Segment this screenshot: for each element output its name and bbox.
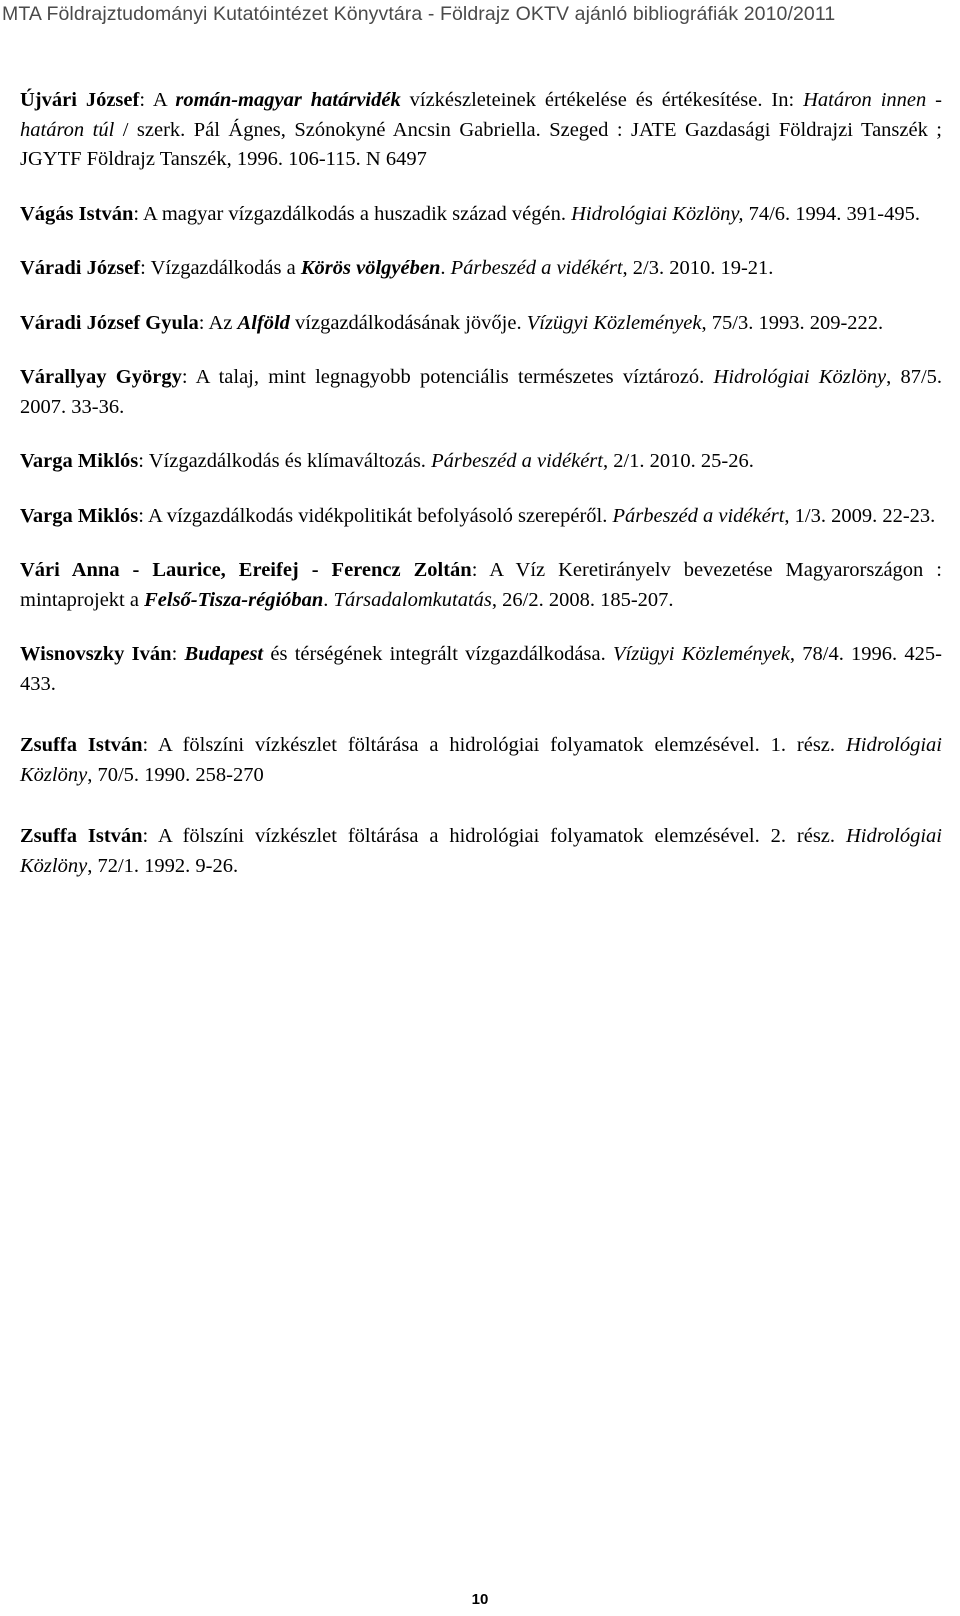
entry-source: Párbeszéd a vidékért (431, 450, 603, 472)
entry-author: Vágás István (20, 202, 134, 225)
entry-subject: Körös völgyében (300, 257, 441, 279)
entry-source: Hidrológiai Közlöny (713, 366, 887, 388)
entry-subject: Budapest (184, 643, 264, 665)
entry-source: Párbeszéd a vidékért (612, 504, 785, 527)
entry-author: Váradi József (20, 257, 141, 279)
entry-subject: Alföld (237, 311, 290, 334)
bibliography-entry (20, 640, 942, 699)
entry-text: vízkészleteinek értékelése és értékesítése. In: (400, 89, 804, 111)
entry-text: : A talaj, mint legnagyobb potenciális természetes víztározó. (181, 366, 714, 388)
entry-source: Vízügyi Közlemények (612, 643, 790, 665)
page-number: 10 (471, 1591, 489, 1608)
entry-source: Határon innen - határon túl (20, 89, 942, 141)
entry-author: Újvári József (20, 89, 140, 111)
entry-source: Párbeszéd a vidékért (450, 257, 623, 279)
bibliography-entry (20, 731, 942, 790)
bibliography-entry (20, 309, 942, 339)
entry-subject: román-magyar határvidék (175, 89, 401, 111)
bibliography-entry (20, 556, 942, 615)
entry-text: , 75/3. 1993. 209-222. (701, 311, 884, 334)
entry-text: , 87/5. 2007. 33-36. (20, 366, 943, 418)
bibliography-entry (20, 254, 942, 284)
entry-text: , 70/5. 1990. 258-270 (87, 763, 264, 786)
entry-text: . (323, 588, 334, 611)
bibliography-entry (20, 822, 942, 881)
entry-source: Hidrológiai Közlöny, (571, 202, 744, 225)
entry-text: : Vízgazdálkodás és klímaváltozás. (138, 450, 432, 472)
entry-text: : A magyar vízgazdálkodás a huszadik század végén. (133, 202, 572, 225)
entry-text: 74/6. 1994. 391-495. (743, 202, 920, 225)
entry-source: Társadalomkutatás (333, 588, 492, 611)
page-header: MTA Földrajztudományi Kutatóintézet Könyvtára - Földrajz OKTV ajánló bibliográfiák 2010/2011 (2, 3, 836, 25)
entry-text: , 26/2. 2008. 185-207. (491, 588, 674, 611)
entry-text: . (440, 257, 451, 279)
entry-text: és térségének integrált vízgazdálkodása. (263, 643, 613, 665)
entry-text: , 2/1. 2010. 25-26. (602, 450, 754, 472)
entry-text: : A fölszíni vízkészlet föltárása a hidrológiai folyamatok elemzésével. 2. rész. (142, 825, 846, 847)
entry-source: Hidrológiai Közlöny (20, 825, 942, 877)
bibliography-list (20, 86, 942, 913)
entry-author: Zsuffa István (20, 825, 143, 847)
entry-author: Vári Anna - Laurice, Ereifej - Ferencz Zoltán (20, 559, 472, 581)
entry-text: : A Víz Keretirányelv bevezetése Magyarországon : mintaprojekt a (20, 559, 942, 611)
bibliography-entry (20, 86, 942, 175)
entry-author: Váradi József Gyula (20, 311, 199, 334)
entry-text: , 72/1. 1992. 9-26. (87, 854, 239, 877)
entry-author: Wisnovszky Iván (20, 643, 172, 665)
entry-text: , 78/4. 1996. 425-433. (20, 643, 943, 695)
entry-author: Zsuffa István (20, 734, 143, 756)
entry-text: , 1/3. 2009. 22-23. (784, 504, 936, 527)
entry-author: Varga Miklós (20, 450, 139, 472)
entry-text: : A fölszíni vízkészlet föltárása a hidrológiai folyamatok elemzésével. 1. rész. (142, 734, 846, 756)
bibliography-entry (20, 363, 942, 422)
entry-author: Várallyay György (20, 366, 182, 388)
entry-source: Hidrológiai Közlöny (20, 734, 942, 786)
bibliography-entry (20, 447, 942, 477)
entry-text: : A vízgazdálkodás vidékpolitikát befolyásoló szerepéről. (138, 504, 613, 527)
entry-text: vízgazdálkodásának jövője. (289, 311, 527, 334)
entry-text: : Vízgazdálkodás a (140, 257, 301, 279)
entry-author: Varga Miklós (20, 504, 139, 527)
entry-text: : A (139, 89, 176, 111)
entry-text: : (171, 643, 185, 665)
entry-subject: Felső-Tisza-régióban (144, 588, 324, 611)
entry-text: / szerk. Pál Ágnes, Szónokyné Ancsin Gabriella. Szeged : JATE Gazdasági Földrajzi Tanszék ; JGYTF Földrajz Tanszék, 1996. 106-115. N 6497 (20, 118, 943, 170)
bibliography-entry (20, 200, 942, 230)
bibliography-entry (20, 502, 942, 532)
entry-text: , 2/3. 2010. 19-21. (622, 257, 774, 279)
entry-text: : Az (198, 311, 238, 334)
entry-source: Vízügyi Közlemények (526, 311, 702, 334)
